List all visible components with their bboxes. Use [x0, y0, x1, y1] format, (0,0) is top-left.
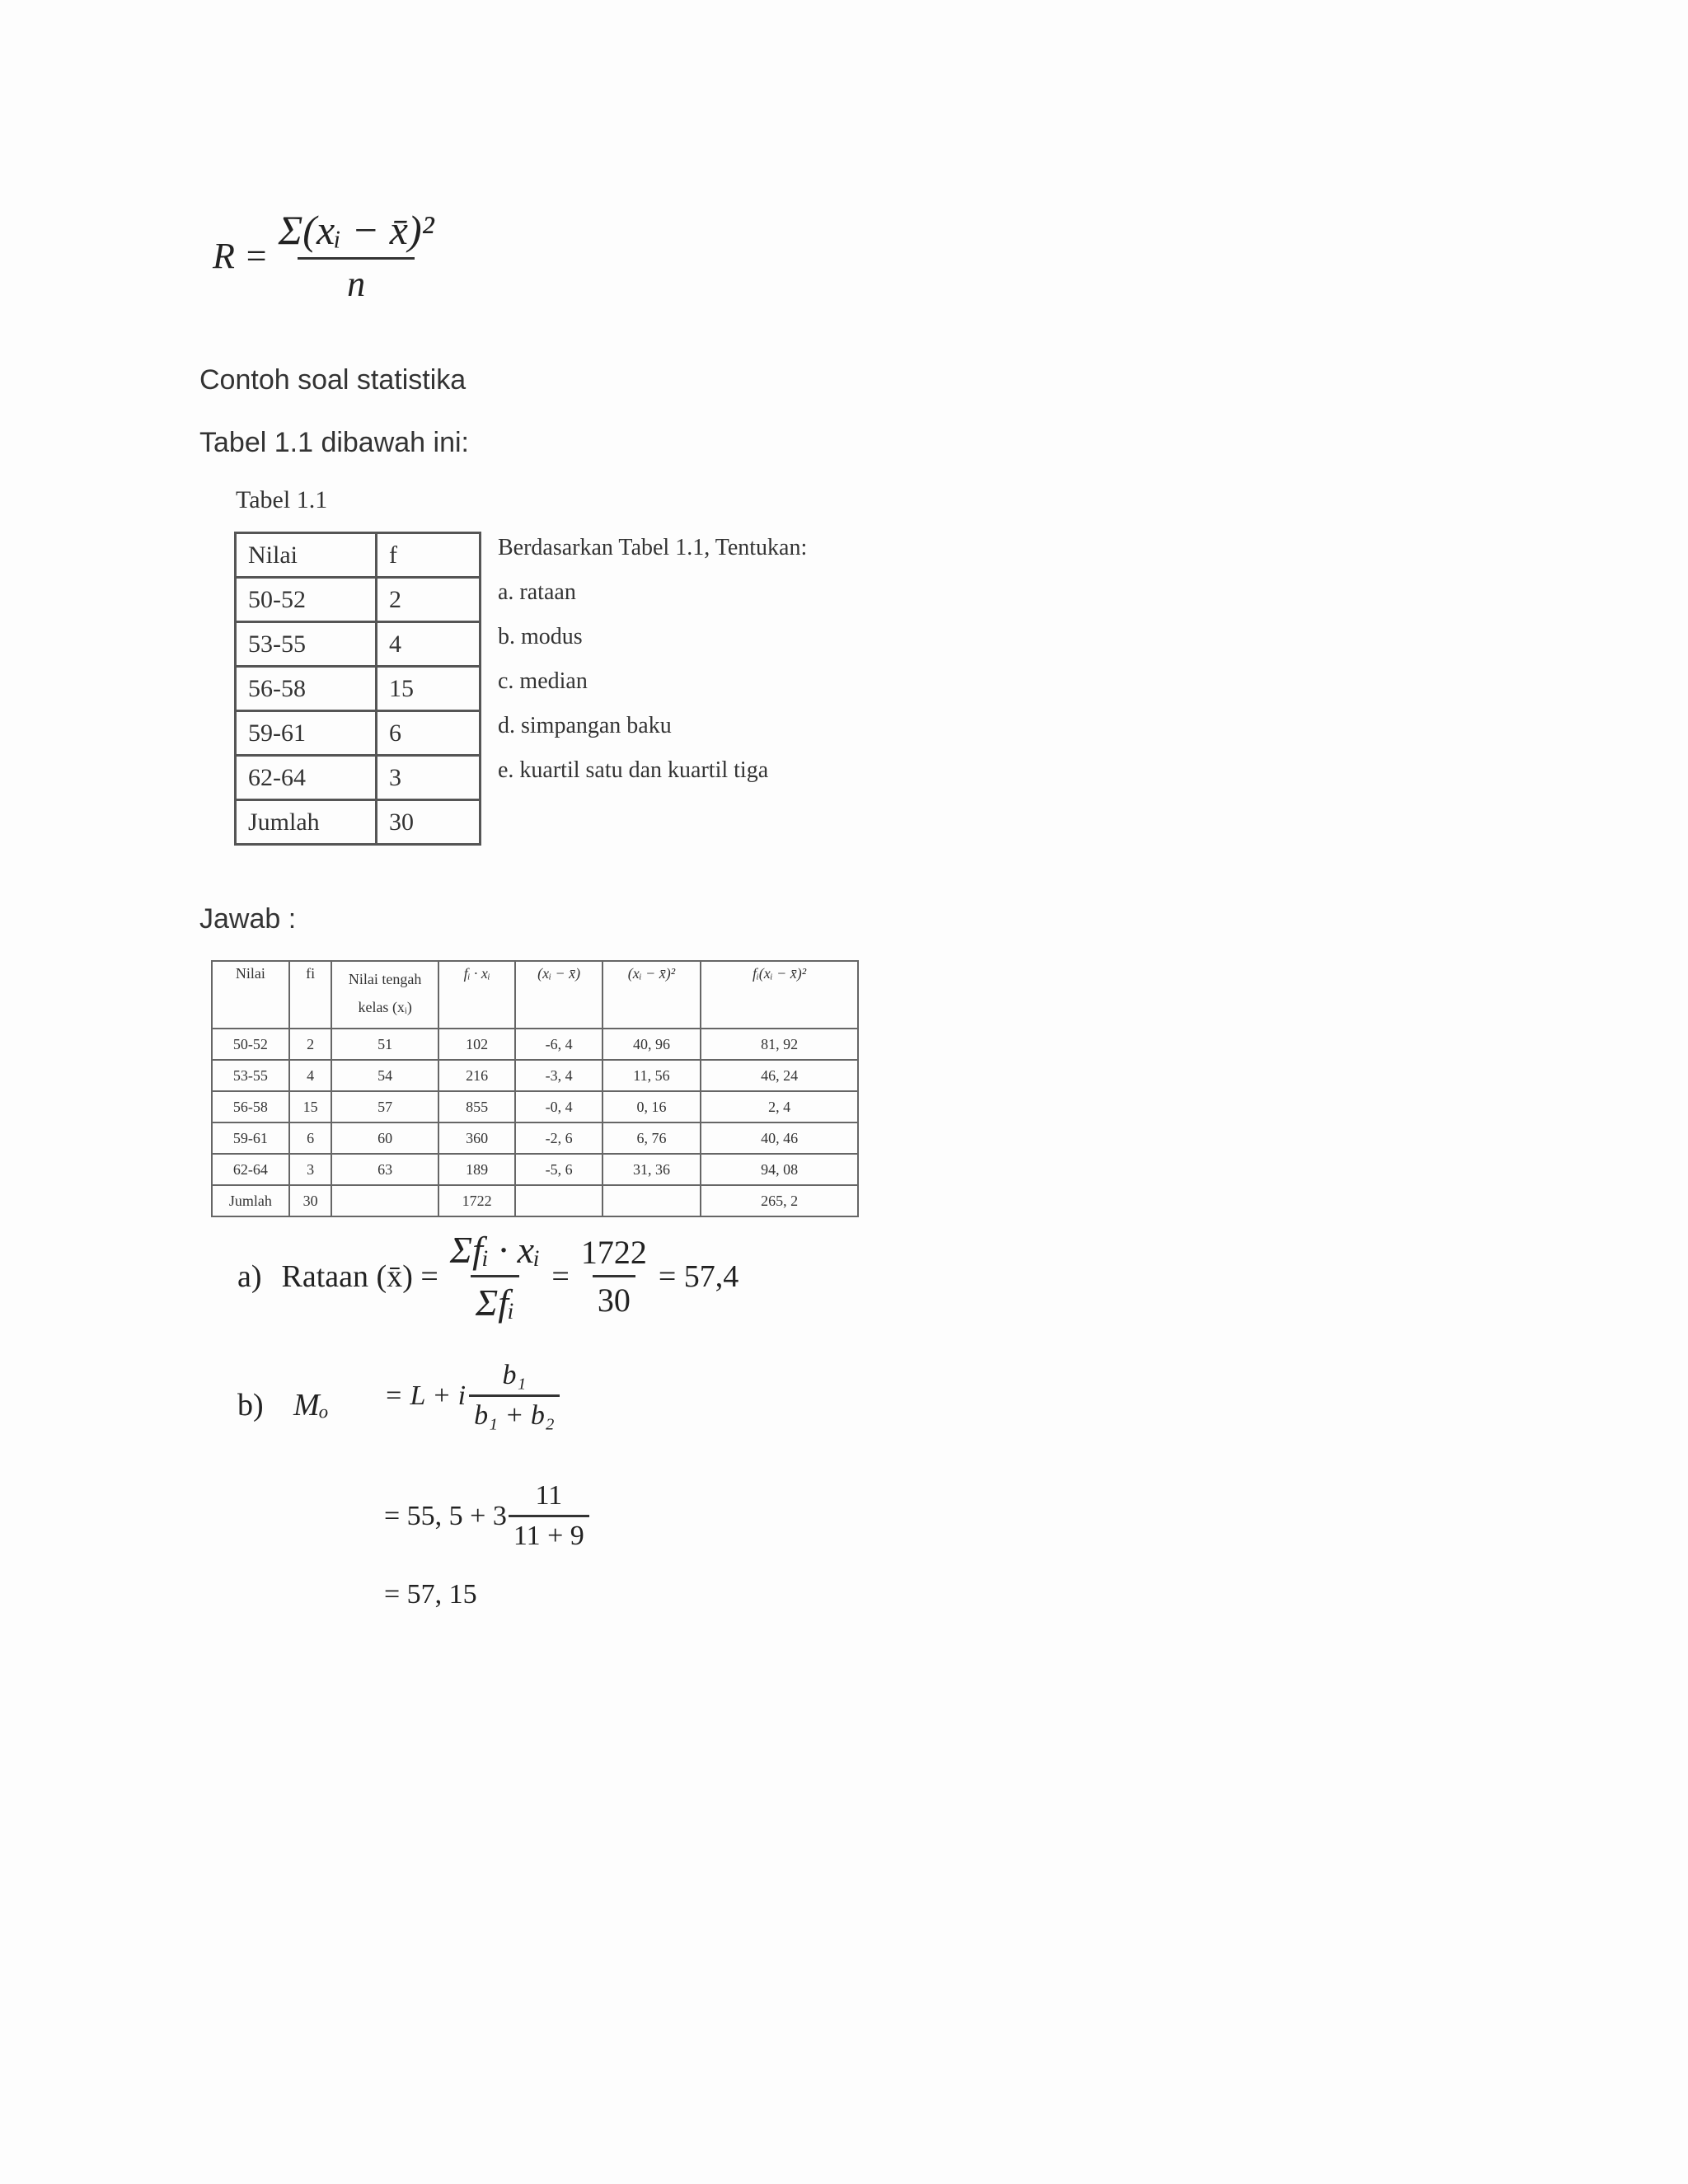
- table-cell: 189: [438, 1154, 516, 1185]
- table-cell: -5, 6: [515, 1154, 602, 1185]
- answer-a-fraction-2: [576, 1233, 652, 1319]
- table-cell: 3: [289, 1154, 332, 1185]
- table-cell: 2: [377, 578, 481, 622]
- table-row: [212, 1154, 858, 1185]
- answer-table: [211, 960, 859, 1217]
- table-cell: -6, 4: [515, 1029, 602, 1060]
- answer-b-line2-prefix: = 55, 5 + 3: [384, 1500, 507, 1531]
- table-cell: 59-61: [236, 711, 377, 756]
- answer-b-line2-num: 11: [535, 1480, 563, 1511]
- table-header-row: [212, 961, 858, 1029]
- table-header-cell: fᵢ(xᵢ − x̄)²: [701, 961, 858, 1029]
- table-cell: 56-58: [212, 1091, 289, 1122]
- intro-table-ref: Tabel 1.1 dibawah ini:: [199, 427, 470, 458]
- table-row: [212, 1029, 858, 1060]
- table-cell: 50-52: [212, 1029, 289, 1060]
- answer-b-line2: [384, 1480, 589, 1552]
- table-cell: -0, 4: [515, 1091, 602, 1122]
- table-cell: 4: [289, 1060, 332, 1091]
- equals-sign: =: [551, 1258, 570, 1294]
- formula-numerator: Σ(xᵢ − x̄)²: [278, 207, 434, 253]
- question-item: a. rataan: [498, 579, 576, 605]
- table-cell: 265, 2: [701, 1185, 858, 1216]
- table-cell: 15: [377, 667, 481, 711]
- table-cell: Nilai: [236, 533, 377, 578]
- table-cell: 360: [438, 1122, 516, 1154]
- table-cell: 855: [438, 1091, 516, 1122]
- answer-b-line1-num: b₁: [502, 1360, 527, 1390]
- table-header-cell: fᵢ · xᵢ: [438, 961, 516, 1029]
- answer-b-symbol: Mₒ: [293, 1388, 329, 1422]
- table-header-cell: (xᵢ − x̄): [515, 961, 602, 1029]
- top-formula: [213, 206, 439, 305]
- table-cell: 6: [289, 1122, 332, 1154]
- table-row: [212, 1091, 858, 1122]
- table-row: [236, 622, 481, 667]
- table-row: [236, 533, 481, 578]
- table-cell: 30: [377, 800, 481, 845]
- formula-fraction: [274, 206, 439, 305]
- answer-b-line1-den: b₁ + b₂: [469, 1394, 560, 1432]
- table11: [234, 532, 481, 846]
- table-cell: 81, 92: [701, 1029, 858, 1060]
- jawab-label: Jawab :: [199, 903, 297, 935]
- questions-intro: Berdasarkan Tabel 1.1, Tentukan:: [498, 535, 808, 560]
- table-cell: 2, 4: [701, 1091, 858, 1122]
- answer-a-den1: Σfᵢ: [471, 1275, 519, 1324]
- formula-denominator: n: [298, 257, 415, 305]
- table-row: [212, 1122, 858, 1154]
- table-header-cell: Nilai tengah kelas (xᵢ): [331, 961, 438, 1029]
- table-cell: 2: [289, 1029, 332, 1060]
- table-cell: Jumlah: [236, 800, 377, 845]
- table-cell: 40, 96: [603, 1029, 701, 1060]
- table-cell: 62-64: [212, 1154, 289, 1185]
- table-cell: f: [377, 533, 481, 578]
- answer-a-den2: 30: [593, 1275, 635, 1319]
- table-cell: 40, 46: [701, 1122, 858, 1154]
- table-cell: 59-61: [212, 1122, 289, 1154]
- answer-b-line2-fraction: [509, 1480, 589, 1552]
- question-item: e. kuartil satu dan kuartil tiga: [498, 757, 769, 783]
- table-cell: 50-52: [236, 578, 377, 622]
- table-cell: 6, 76: [603, 1122, 701, 1154]
- table-cell: 216: [438, 1060, 516, 1091]
- table-header-cell: Nilai: [212, 961, 289, 1029]
- table-cell: 0, 16: [603, 1091, 701, 1122]
- table-cell: [515, 1185, 602, 1216]
- table-cell: 15: [289, 1091, 332, 1122]
- table-cell: 56-58: [236, 667, 377, 711]
- formula-lhs: R =: [213, 235, 269, 276]
- table-cell: 3: [377, 756, 481, 800]
- answer-b-line2-den: 11 + 9: [509, 1515, 589, 1552]
- table-cell: 54: [331, 1060, 438, 1091]
- table11-caption: Tabel 1.1: [236, 486, 328, 513]
- questions: [498, 526, 807, 793]
- table-cell: 51: [331, 1029, 438, 1060]
- table-cell: 62-64: [236, 756, 377, 800]
- answer-b-line1-fraction: [469, 1360, 560, 1432]
- table-header-cell: fi: [289, 961, 332, 1029]
- table-cell: 31, 36: [603, 1154, 701, 1185]
- intro-title: Contoh soal statistika: [199, 364, 467, 396]
- table-cell: 53-55: [236, 622, 377, 667]
- table-row: [236, 800, 481, 845]
- table-cell: 6: [377, 711, 481, 756]
- question-item: d. simpangan baku: [498, 713, 672, 738]
- answer-a-name: Rataan (x̄) =: [281, 1258, 438, 1294]
- answer-a-num2: 1722: [580, 1234, 647, 1271]
- table-row: [236, 578, 481, 622]
- answer-a-result: = 57,4: [658, 1258, 739, 1294]
- answer-a-num1: Σfᵢ · xᵢ: [449, 1229, 541, 1271]
- table-row: [236, 667, 481, 711]
- table-cell: 63: [331, 1154, 438, 1185]
- question-item: b. modus: [498, 624, 583, 649]
- answer-a-label: a): [237, 1258, 262, 1294]
- table-cell: 46, 24: [701, 1060, 858, 1091]
- table-cell: 94, 08: [701, 1154, 858, 1185]
- table-cell: Jumlah: [212, 1185, 289, 1216]
- table-row: [236, 756, 481, 800]
- table-row: [212, 1060, 858, 1091]
- answer-b-line1-prefix: = L + i: [384, 1380, 467, 1411]
- answer-b-line3: = 57, 15: [384, 1579, 477, 1610]
- table-cell: -3, 4: [515, 1060, 602, 1091]
- table-cell: 1722: [438, 1185, 516, 1216]
- table-row: [212, 1185, 858, 1216]
- table-cell: -2, 6: [515, 1122, 602, 1154]
- question-item: c. median: [498, 668, 588, 694]
- table-row: [236, 711, 481, 756]
- table-header-cell: (xᵢ − x̄)²: [603, 961, 701, 1029]
- answer-a: [237, 1228, 738, 1324]
- answer-a-fraction-1: [445, 1228, 546, 1324]
- table-cell: 4: [377, 622, 481, 667]
- answer-b-line1: [384, 1360, 560, 1432]
- answer-b-label: b): [237, 1388, 264, 1422]
- table-cell: 11, 56: [603, 1060, 701, 1091]
- table-cell: [331, 1185, 438, 1216]
- table-cell: [603, 1185, 701, 1216]
- table-cell: 57: [331, 1091, 438, 1122]
- table-cell: 102: [438, 1029, 516, 1060]
- table-cell: 30: [289, 1185, 332, 1216]
- table-cell: 60: [331, 1122, 438, 1154]
- table-cell: 53-55: [212, 1060, 289, 1091]
